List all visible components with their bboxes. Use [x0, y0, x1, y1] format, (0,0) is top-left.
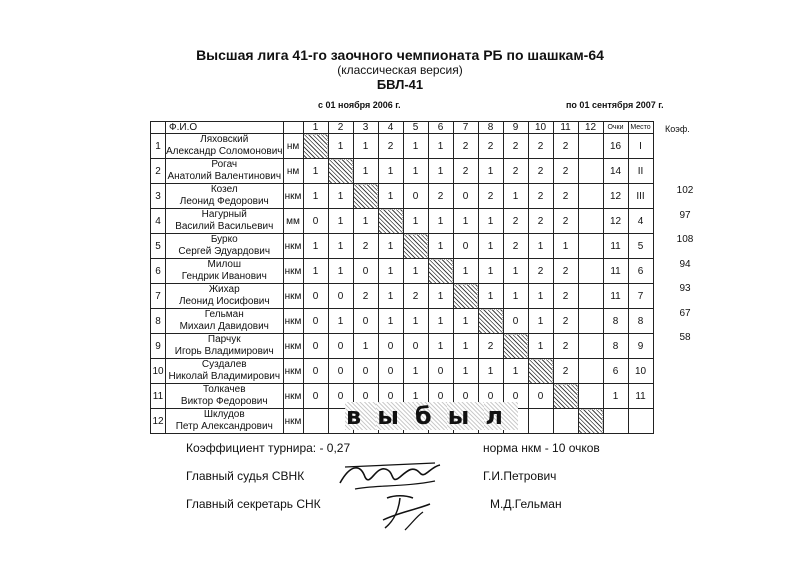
player-first-name: Сергей Эдуардович [178, 246, 271, 257]
player-title: нм [283, 159, 303, 184]
score-cell: 1 [428, 284, 453, 309]
score-cell: 0 [453, 384, 478, 409]
score-cell: 2 [553, 134, 578, 159]
player-last-name: Жихар [208, 284, 240, 295]
score-cell: 2 [428, 184, 453, 209]
judge-name: Г.И.Петрович [483, 469, 557, 483]
score-cell: 0 [328, 334, 353, 359]
diagonal-cell [528, 359, 553, 384]
score-cell: 1 [453, 259, 478, 284]
score-cell: 2 [403, 284, 428, 309]
player-first-name: Александр Соломонович [166, 146, 283, 157]
score-cell: 0 [328, 384, 353, 409]
judge-signature [335, 455, 445, 495]
score-cell: 1 [503, 259, 528, 284]
table-row [151, 159, 654, 184]
player-title: нкм [283, 384, 303, 409]
score-cell: 2 [453, 134, 478, 159]
score-cell [578, 309, 603, 334]
score-cell: 1 [328, 209, 353, 234]
score-cell: 0 [453, 184, 478, 209]
place-cell: 5 [628, 234, 653, 259]
score-cell: 0 [303, 309, 328, 334]
points-cell: 8 [603, 334, 628, 359]
player-name [166, 184, 284, 209]
score-cell [578, 384, 603, 409]
koef-value: 97 [679, 209, 691, 221]
row-number: 9 [151, 334, 166, 359]
place-cell: 4 [628, 209, 653, 234]
score-cell: 1 [328, 259, 353, 284]
place-cell: 7 [628, 284, 653, 309]
crosstable [150, 121, 654, 434]
score-cell: 1 [403, 209, 428, 234]
header-title [283, 122, 303, 134]
score-cell: 0 [303, 359, 328, 384]
header-col-2: 2 [328, 122, 353, 134]
score-cell: 0 [428, 359, 453, 384]
diagonal-cell [303, 134, 328, 159]
score-cell: 2 [503, 234, 528, 259]
score-cell: 2 [503, 159, 528, 184]
score-cell: 1 [378, 284, 403, 309]
score-cell: 1 [478, 209, 503, 234]
date-end: по 01 сентября 2007 г. [566, 100, 664, 110]
score-cell [578, 134, 603, 159]
row-number: 8 [151, 309, 166, 334]
table-row [151, 134, 654, 159]
score-cell: 1 [303, 184, 328, 209]
score-cell: 0 [453, 234, 478, 259]
score-cell: 0 [403, 334, 428, 359]
score-cell: 1 [478, 159, 503, 184]
dropped-out-letter: в [346, 402, 376, 430]
diagonal-cell [553, 384, 578, 409]
diagonal-cell [578, 409, 603, 434]
player-name [166, 334, 284, 359]
score-cell: 0 [528, 384, 553, 409]
points-cell: 16 [603, 134, 628, 159]
score-cell: 0 [353, 359, 378, 384]
header-col-1: 1 [303, 122, 328, 134]
row-number: 6 [151, 259, 166, 284]
score-cell: 1 [353, 134, 378, 159]
score-cell: 0 [403, 184, 428, 209]
score-cell [578, 159, 603, 184]
score-cell: 1 [528, 334, 553, 359]
player-last-name: Ляховский [200, 134, 249, 145]
score-cell: 1 [453, 334, 478, 359]
score-cell: 1 [453, 309, 478, 334]
score-cell: 2 [478, 134, 503, 159]
points-cell: 11 [603, 234, 628, 259]
player-title: нкм [283, 184, 303, 209]
header-name: Ф.И.О [166, 122, 284, 134]
player-title: нкм [283, 309, 303, 334]
score-cell: 2 [353, 234, 378, 259]
player-name [166, 384, 284, 409]
score-cell: 1 [303, 259, 328, 284]
player-last-name: Гельман [204, 309, 244, 320]
diagonal-cell [328, 159, 353, 184]
score-cell: 1 [403, 159, 428, 184]
koef-value: 102 [676, 185, 694, 196]
score-cell: 2 [553, 159, 578, 184]
player-title: нкм [283, 284, 303, 309]
score-cell [578, 359, 603, 384]
place-cell: III [628, 184, 653, 209]
player-name [166, 134, 284, 159]
score-cell: 0 [378, 359, 403, 384]
score-cell: 2 [528, 259, 553, 284]
score-cell: 2 [553, 209, 578, 234]
score-cell: 1 [353, 209, 378, 234]
score-cell: 2 [478, 334, 503, 359]
norm-text: норма нкм - 10 очков [483, 441, 600, 455]
player-last-name: Нагурный [201, 209, 247, 220]
score-cell: 1 [303, 234, 328, 259]
player-first-name: Петр Александрович [175, 421, 273, 432]
row-number: 1 [151, 134, 166, 159]
score-cell: 1 [353, 334, 378, 359]
table-row [151, 234, 654, 259]
player-last-name: Парчук [207, 334, 241, 345]
score-cell: 2 [503, 134, 528, 159]
dropped-out-letter: б [414, 402, 446, 430]
score-cell: 0 [303, 284, 328, 309]
place-cell: 6 [628, 259, 653, 284]
score-cell: 0 [378, 334, 403, 359]
player-first-name: Анатолий Валентинович [167, 171, 282, 182]
place-cell: I [628, 134, 653, 159]
player-last-name: Шклудов [203, 409, 245, 420]
points-cell: 12 [603, 184, 628, 209]
header-col-6: 6 [428, 122, 453, 134]
score-cell: 2 [528, 134, 553, 159]
score-cell: 2 [528, 184, 553, 209]
player-title: нкм [283, 409, 303, 434]
row-number: 4 [151, 209, 166, 234]
player-name [166, 284, 284, 309]
place-cell [628, 409, 653, 434]
player-first-name: Леонид Федорович [179, 196, 269, 207]
score-cell: 2 [453, 159, 478, 184]
score-cell: 1 [428, 209, 453, 234]
score-cell: 1 [478, 359, 503, 384]
points-cell: 8 [603, 309, 628, 334]
place-cell: II [628, 159, 653, 184]
koef-value: 93 [679, 283, 691, 294]
score-cell: 1 [528, 234, 553, 259]
judge-label: Главный судья СВНК [186, 469, 305, 483]
score-cell: 0 [428, 384, 453, 409]
score-cell: 0 [328, 359, 353, 384]
diagonal-cell [428, 259, 453, 284]
score-cell [578, 184, 603, 209]
player-title: нкм [283, 359, 303, 384]
diagonal-cell [353, 184, 378, 209]
koef-value: 58 [679, 332, 691, 343]
secretary-name: М.Д.Гельман [490, 497, 562, 511]
secretary-label: Главный секретарь СНК [186, 497, 321, 511]
secretary-signature [375, 490, 445, 535]
table-row [151, 209, 654, 234]
score-cell: 1 [478, 284, 503, 309]
score-cell: 2 [503, 209, 528, 234]
player-first-name: Игорь Владимирович [174, 346, 274, 357]
score-cell: 2 [528, 159, 553, 184]
score-cell: 1 [478, 259, 503, 284]
player-title: нкм [283, 259, 303, 284]
score-cell [578, 234, 603, 259]
player-title: нм [283, 134, 303, 159]
score-cell: 0 [353, 259, 378, 284]
table-row [151, 309, 654, 334]
score-cell: 1 [553, 234, 578, 259]
koef-value: 67 [679, 307, 691, 319]
player-title: нкм [283, 234, 303, 259]
points-cell: 11 [603, 259, 628, 284]
diagonal-cell [378, 209, 403, 234]
score-cell: 2 [353, 284, 378, 309]
score-cell: 1 [328, 309, 353, 334]
dropped-out-letter: ы [377, 402, 413, 430]
points-cell: 14 [603, 159, 628, 184]
player-last-name: Бурко [210, 234, 238, 245]
score-cell [303, 409, 328, 434]
diagonal-cell [503, 334, 528, 359]
player-name [166, 309, 284, 334]
player-title: нкм [283, 334, 303, 359]
points-cell [603, 409, 628, 434]
player-name [166, 209, 284, 234]
score-cell: 1 [528, 309, 553, 334]
player-name [166, 234, 284, 259]
score-cell: 1 [403, 359, 428, 384]
table-row [151, 359, 654, 384]
player-last-name: Милош [207, 259, 241, 270]
player-first-name: Виктор Федорович [180, 396, 268, 407]
score-cell: 1 [328, 234, 353, 259]
player-title: мм [283, 209, 303, 234]
header-col-10: 10 [528, 122, 553, 134]
score-cell: 1 [378, 309, 403, 334]
score-cell: 1 [453, 209, 478, 234]
header-col-9: 9 [503, 122, 528, 134]
koef-value: 94 [679, 258, 691, 270]
score-cell: 1 [378, 184, 403, 209]
row-number: 10 [151, 359, 166, 384]
row-number: 12 [151, 409, 166, 434]
score-cell: 2 [553, 284, 578, 309]
score-cell: 1 [353, 159, 378, 184]
document-title: Высшая лига 41-го заочного чемпионата РБ по шашкам-64 [196, 47, 604, 63]
score-cell: 2 [378, 134, 403, 159]
score-cell: 1 [503, 284, 528, 309]
header-col-12: 12 [578, 122, 603, 134]
header-place: Место [628, 122, 653, 134]
player-name [166, 259, 284, 284]
score-cell: 1 [403, 384, 428, 409]
score-cell: 2 [553, 184, 578, 209]
points-cell: 6 [603, 359, 628, 384]
score-cell: 1 [403, 134, 428, 159]
date-start: с 01 ноября 2006 г. [318, 100, 401, 110]
diagonal-cell [453, 284, 478, 309]
score-cell: 1 [428, 159, 453, 184]
header-col-4: 4 [378, 122, 403, 134]
header-points: Очки [603, 122, 628, 134]
score-cell [578, 334, 603, 359]
score-cell: 1 [428, 334, 453, 359]
player-first-name: Леонид Иосифович [178, 296, 270, 307]
tournament-code: БВЛ-41 [376, 77, 424, 92]
tournament-coefficient: Коэффициент турнира: - 0,27 [186, 441, 351, 455]
table-row [151, 184, 654, 209]
player-first-name: Василий Васильевич [175, 221, 274, 232]
koef-header: Коэф. [665, 124, 690, 134]
score-cell [528, 409, 553, 434]
score-cell: 2 [553, 334, 578, 359]
header-col-5: 5 [403, 122, 428, 134]
table-row [151, 259, 654, 284]
document-subtitle: (классическая версия) [337, 63, 463, 77]
score-cell: 1 [378, 259, 403, 284]
player-last-name: Козел [210, 184, 238, 195]
player-last-name: Толкачев [202, 384, 246, 395]
player-name [166, 409, 284, 434]
score-cell: 1 [428, 134, 453, 159]
row-number: 11 [151, 384, 166, 409]
score-cell [578, 259, 603, 284]
row-number: 7 [151, 284, 166, 309]
koef-value: 108 [676, 234, 694, 245]
header-num [151, 122, 166, 134]
score-cell: 2 [528, 209, 553, 234]
place-cell: 11 [628, 384, 653, 409]
dropped-out-letter: л [485, 402, 517, 430]
header-col-8: 8 [478, 122, 503, 134]
player-last-name: Суздалев [201, 359, 247, 370]
dropped-out-stamp [345, 402, 518, 430]
score-cell: 1 [503, 184, 528, 209]
score-cell: 2 [553, 359, 578, 384]
score-cell: 1 [403, 309, 428, 334]
score-cell: 1 [403, 259, 428, 284]
score-cell: 1 [378, 234, 403, 259]
score-cell: 0 [303, 209, 328, 234]
player-first-name: Гендрик Иванович [181, 271, 267, 282]
score-cell: 0 [303, 384, 328, 409]
header-col-3: 3 [353, 122, 378, 134]
score-cell: 1 [428, 309, 453, 334]
score-cell: 1 [503, 359, 528, 384]
score-cell: 1 [428, 234, 453, 259]
place-cell: 10 [628, 359, 653, 384]
score-cell: 0 [353, 309, 378, 334]
header-col-7: 7 [453, 122, 478, 134]
score-cell: 1 [528, 284, 553, 309]
score-cell: 0 [503, 384, 528, 409]
place-cell: 8 [628, 309, 653, 334]
place-cell: 9 [628, 334, 653, 359]
points-cell: 11 [603, 284, 628, 309]
score-cell: 0 [378, 384, 403, 409]
score-cell: 0 [503, 309, 528, 334]
score-cell: 0 [353, 384, 378, 409]
row-number: 2 [151, 159, 166, 184]
score-cell: 0 [478, 384, 503, 409]
player-name [166, 359, 284, 384]
player-name [166, 159, 284, 184]
table-row [151, 334, 654, 359]
score-cell [578, 209, 603, 234]
player-first-name: Николай Владимирович [168, 371, 281, 382]
player-first-name: Михаил Давидович [179, 321, 269, 332]
row-number: 3 [151, 184, 166, 209]
dropped-out-letter: ы [447, 402, 484, 430]
points-cell: 12 [603, 209, 628, 234]
score-cell: 2 [478, 184, 503, 209]
score-cell: 1 [328, 134, 353, 159]
score-cell: 1 [378, 159, 403, 184]
row-number: 5 [151, 234, 166, 259]
score-cell: 2 [553, 309, 578, 334]
score-cell: 1 [453, 359, 478, 384]
points-cell: 1 [603, 384, 628, 409]
diagonal-cell [478, 309, 503, 334]
score-cell [553, 409, 578, 434]
score-cell: 1 [478, 234, 503, 259]
table-row [151, 284, 654, 309]
score-cell [578, 284, 603, 309]
header-col-11: 11 [553, 122, 578, 134]
score-cell: 0 [303, 334, 328, 359]
score-cell: 1 [328, 184, 353, 209]
score-cell: 2 [553, 259, 578, 284]
player-last-name: Рогач [211, 159, 238, 170]
score-cell: 0 [328, 284, 353, 309]
diagonal-cell [403, 234, 428, 259]
score-cell: 1 [303, 159, 328, 184]
